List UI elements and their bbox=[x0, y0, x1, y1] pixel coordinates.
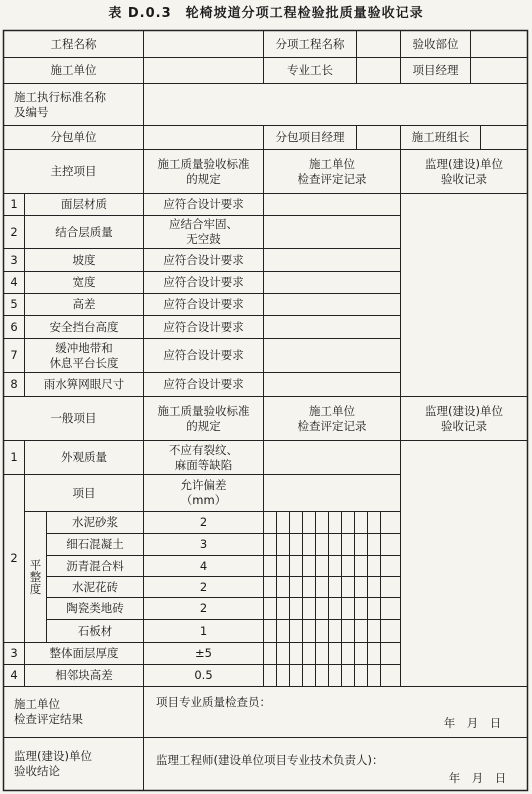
main-item-req: 应符合设计要求 bbox=[163, 297, 244, 311]
input-subcontract-manager[interactable] bbox=[357, 126, 400, 149]
general-standard-heading: 施工质量验收标准 的规定 bbox=[157, 403, 250, 433]
input-standard[interactable] bbox=[144, 84, 527, 125]
general-heading: 一般项目 bbox=[50, 411, 97, 425]
general-item-no: 3 bbox=[10, 646, 18, 660]
main-item-req: 应符合设计要求 bbox=[163, 197, 244, 211]
input-team-leader[interactable] bbox=[481, 126, 527, 149]
flatness-row-value: 2 bbox=[199, 601, 208, 615]
label-subcontract-manager: 分包项目经理 bbox=[275, 130, 345, 144]
general-item-req: 不应有裂纹、 麻面等缺陷 bbox=[169, 442, 238, 472]
flatness-row-name: 细石混凝土 bbox=[66, 537, 124, 551]
input-foreman[interactable] bbox=[357, 58, 400, 83]
general-item-no: 1 bbox=[10, 450, 18, 464]
input-construction-unit[interactable] bbox=[144, 58, 263, 83]
main-item-no: 8 bbox=[10, 377, 18, 391]
main-item-req: 应符合设计要求 bbox=[163, 319, 244, 334]
flatness-row-name: 陶瓷类地砖 bbox=[66, 601, 124, 615]
main-item-req: 应符合设计要求 bbox=[163, 348, 244, 362]
main-item-req: 应符合设计要求 bbox=[163, 275, 244, 289]
input-acceptance-part[interactable] bbox=[471, 31, 527, 57]
main-item-no: 3 bbox=[10, 252, 18, 267]
input-project-name[interactable] bbox=[144, 31, 263, 57]
general-item-no: 2 bbox=[10, 551, 18, 565]
general-item-value: ±5 bbox=[195, 646, 212, 660]
tolerance-heading: 允许偏差 （mm） bbox=[180, 478, 227, 507]
general-item-name: 整体面层厚度 bbox=[49, 646, 119, 660]
flatness-row-name: 石板材 bbox=[77, 623, 113, 638]
main-item-name: 宽度 bbox=[72, 275, 96, 289]
main-item-name: 结合层质量 bbox=[55, 224, 113, 239]
flatness-row-name: 水泥花砖 bbox=[72, 579, 118, 594]
flatness-row-name: 水泥砂浆 bbox=[72, 515, 118, 529]
input-sub-project-name[interactable] bbox=[357, 31, 400, 57]
main-item-name: 安全挡台高度 bbox=[49, 319, 119, 334]
main-item-no: 1 bbox=[10, 197, 18, 211]
label-team-leader: 施工班组长 bbox=[411, 130, 470, 144]
label-standard: 施工执行标准名称 及编号 bbox=[14, 89, 106, 119]
input-project-manager[interactable] bbox=[471, 58, 527, 83]
label-sub-project-name: 分项工程名称 bbox=[275, 36, 345, 51]
footer-construction-label: 施工单位 检查评定结果 bbox=[14, 697, 83, 726]
main-control-supervision-heading: 监理(建设)单位 验收记录 bbox=[425, 156, 503, 186]
main-item-no: 5 bbox=[10, 297, 18, 311]
general-supervision-heading: 监理(建设)单位 验收记录 bbox=[425, 403, 503, 433]
main-item-name: 面层材质 bbox=[61, 197, 107, 211]
main-item-no: 4 bbox=[10, 275, 18, 289]
label-project-name: 工程名称 bbox=[50, 36, 97, 51]
label-project-manager: 项目经理 bbox=[412, 63, 459, 77]
footer-construction-inspector[interactable]: 项目专业质量检查员： bbox=[156, 694, 271, 709]
main-control-construction-heading: 施工单位 检查评定记录 bbox=[297, 156, 367, 186]
general-item-name: 相邻块高差 bbox=[55, 668, 113, 682]
flatness-group-label: 平 整 度 bbox=[29, 558, 42, 596]
page-title: 表 D.0.3 轮椅坡道分项工程检验批质量验收记录 bbox=[108, 6, 424, 21]
main-item-name: 坡度 bbox=[72, 252, 96, 267]
general-item-value: 0.5 bbox=[194, 668, 213, 682]
main-item-name: 高差 bbox=[72, 297, 96, 311]
main-control-standard-heading: 施工质量验收标准 的规定 bbox=[157, 156, 250, 186]
main-item-no: 2 bbox=[10, 224, 18, 239]
footer-construction-date[interactable]: 年 月 日 bbox=[443, 715, 502, 730]
general-item-no: 4 bbox=[10, 668, 18, 682]
footer-supervision-engineer[interactable]: 监理工程师(建设单位项目专业技术负责人)： bbox=[156, 752, 384, 767]
main-item-req: 应结合牢固、 无空鼓 bbox=[169, 217, 238, 246]
flatness-row-value: 2 bbox=[199, 579, 208, 594]
general-item-name: 外观质量 bbox=[61, 450, 107, 464]
input-subcontract-unit[interactable] bbox=[144, 126, 263, 149]
main-item-no: 7 bbox=[10, 348, 18, 362]
footer-supervision-label: 监理(建设)单位 验收结论 bbox=[14, 749, 92, 778]
footer-supervision-date[interactable]: 年 月 日 bbox=[448, 770, 507, 785]
main-item-req: 应符合设计要求 bbox=[163, 377, 244, 391]
main-item-name: 缓冲地带和 休息平台长度 bbox=[49, 340, 119, 370]
flatness-row-value: 4 bbox=[199, 558, 208, 573]
main-control-heading: 主控项目 bbox=[50, 164, 97, 178]
main-item-name: 雨水箅网眼尺寸 bbox=[43, 377, 125, 391]
flatness-row-value: 2 bbox=[199, 515, 208, 529]
main-item-req: 应符合设计要求 bbox=[163, 252, 244, 267]
label-subcontract-unit: 分包单位 bbox=[50, 130, 97, 144]
label-acceptance-part: 验收部位 bbox=[412, 36, 459, 51]
label-foreman: 专业工长 bbox=[287, 63, 333, 77]
label-construction-unit: 施工单位 bbox=[50, 63, 97, 77]
flatness-row-name: 沥青混合料 bbox=[66, 558, 124, 573]
main-item-no: 6 bbox=[10, 319, 18, 334]
flatness-sub-heading: 项目 bbox=[72, 485, 96, 500]
flatness-row-value: 3 bbox=[199, 537, 208, 551]
general-construction-heading: 施工单位 检查评定记录 bbox=[297, 403, 367, 433]
flatness-row-value: 1 bbox=[199, 623, 208, 638]
